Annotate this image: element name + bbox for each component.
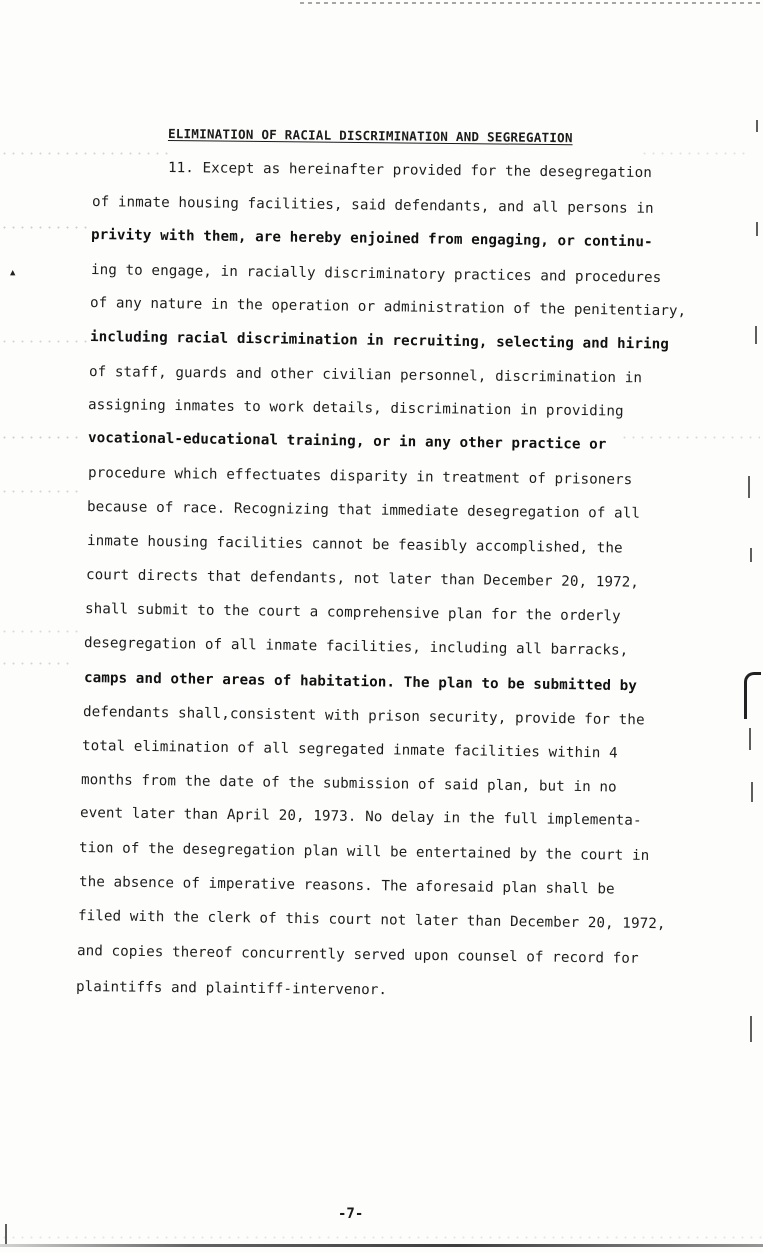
scan-bracket-mark <box>744 672 761 719</box>
paragraph-line: procedure which effectuates disparity in treatment of prisoners <box>87 465 633 489</box>
paragraph-line: privity with them, are hereby enjoined from engaging, or continu- <box>90 227 653 251</box>
paragraph-line: including racial discrimination in recruiting, selecting and hiring <box>89 329 670 353</box>
paragraph-line: and copies thereof concurrently served upon counsel of record for <box>76 943 639 967</box>
scan-dash-artifact <box>300 2 763 4</box>
scan-edge-mark <box>756 222 758 236</box>
paragraph-line: months from the date of the submission of said plan, but in no <box>80 772 617 796</box>
paragraph-line: of inmate housing facilities, said defendants, and all persons in <box>91 194 654 217</box>
paragraph-line: assigning inmates to work details, discrimination in providing <box>87 397 624 420</box>
scan-speckle <box>0 490 80 493</box>
paragraph-line: total elimination of all segregated inmate facilities within 4 <box>81 738 618 762</box>
scan-star-mark: ▲ <box>10 268 16 278</box>
scan-speckle <box>0 662 75 665</box>
scan-edge-mark <box>5 1224 7 1244</box>
paragraph-line: shall submit to the court a comprehensive plan for the orderly <box>84 601 621 625</box>
paragraph-line: desegregation of all inmate facilities, including all barracks, <box>83 635 629 659</box>
section-heading: ELIMINATION OF RACIAL DISCRIMINATION AND SEGREGATION <box>167 126 573 146</box>
paragraph-line: of staff, guards and other civilian personnel, discrimination in <box>88 364 643 387</box>
paragraph-line: because of race. Recognizing that immediate desegregation of all <box>86 499 641 522</box>
scan-speckle <box>0 340 88 343</box>
scan-bottom-rule <box>0 1244 763 1247</box>
scan-edge-mark <box>749 728 751 750</box>
paragraph-line: the absence of imperative reasons. The aforesaid plan shall be <box>78 874 615 898</box>
paragraph-line: 11. Except as hereinafter provided for the desegregation <box>167 160 652 182</box>
scan-edge-mark <box>755 326 757 344</box>
scan-speckle <box>0 436 80 439</box>
scan-speckle <box>0 1236 763 1239</box>
paragraph-line: plaintiffs and plaintiff-intervenor. <box>75 979 388 999</box>
paragraph-line: ing to engage, in racially discriminatory practices and procedures <box>90 262 662 286</box>
paragraph-line: defendants shall,consistent with prison security, provide for the <box>82 704 645 729</box>
paragraph-line: vocational-educational training, or in any other practice or <box>87 430 607 453</box>
paragraph-line: camps and other areas of habitation. The plan to be submitted by <box>83 670 638 695</box>
scan-speckle <box>0 152 170 155</box>
paragraph-line: filed with the clerk of this court not later than December 20, 1972, <box>77 908 666 933</box>
scan-speckle <box>620 436 760 439</box>
scan-edge-mark <box>756 120 758 132</box>
scan-speckle <box>0 226 90 229</box>
scan-edge-mark <box>750 548 752 562</box>
scan-speckle <box>640 152 750 155</box>
paragraph-line: court directs that defendants, not later than December 20, 1972, <box>85 567 640 591</box>
scan-edge-mark <box>751 782 753 802</box>
scan-edge-mark <box>748 476 750 498</box>
scan-edge-mark <box>750 1016 752 1042</box>
page-number: -7- <box>338 1206 364 1222</box>
paragraph-line: inmate housing facilities cannot be feasibly accomplished, the <box>86 533 623 557</box>
scan-speckle <box>0 630 80 633</box>
paragraph-line: of any nature in the operation or administration of the penitentiary, <box>89 295 687 320</box>
paragraph-line: tion of the desegregation plan will be entertained by the court in <box>78 840 650 864</box>
paragraph-line: event later than April 20, 1973. No delay in the full implementa- <box>79 805 642 829</box>
